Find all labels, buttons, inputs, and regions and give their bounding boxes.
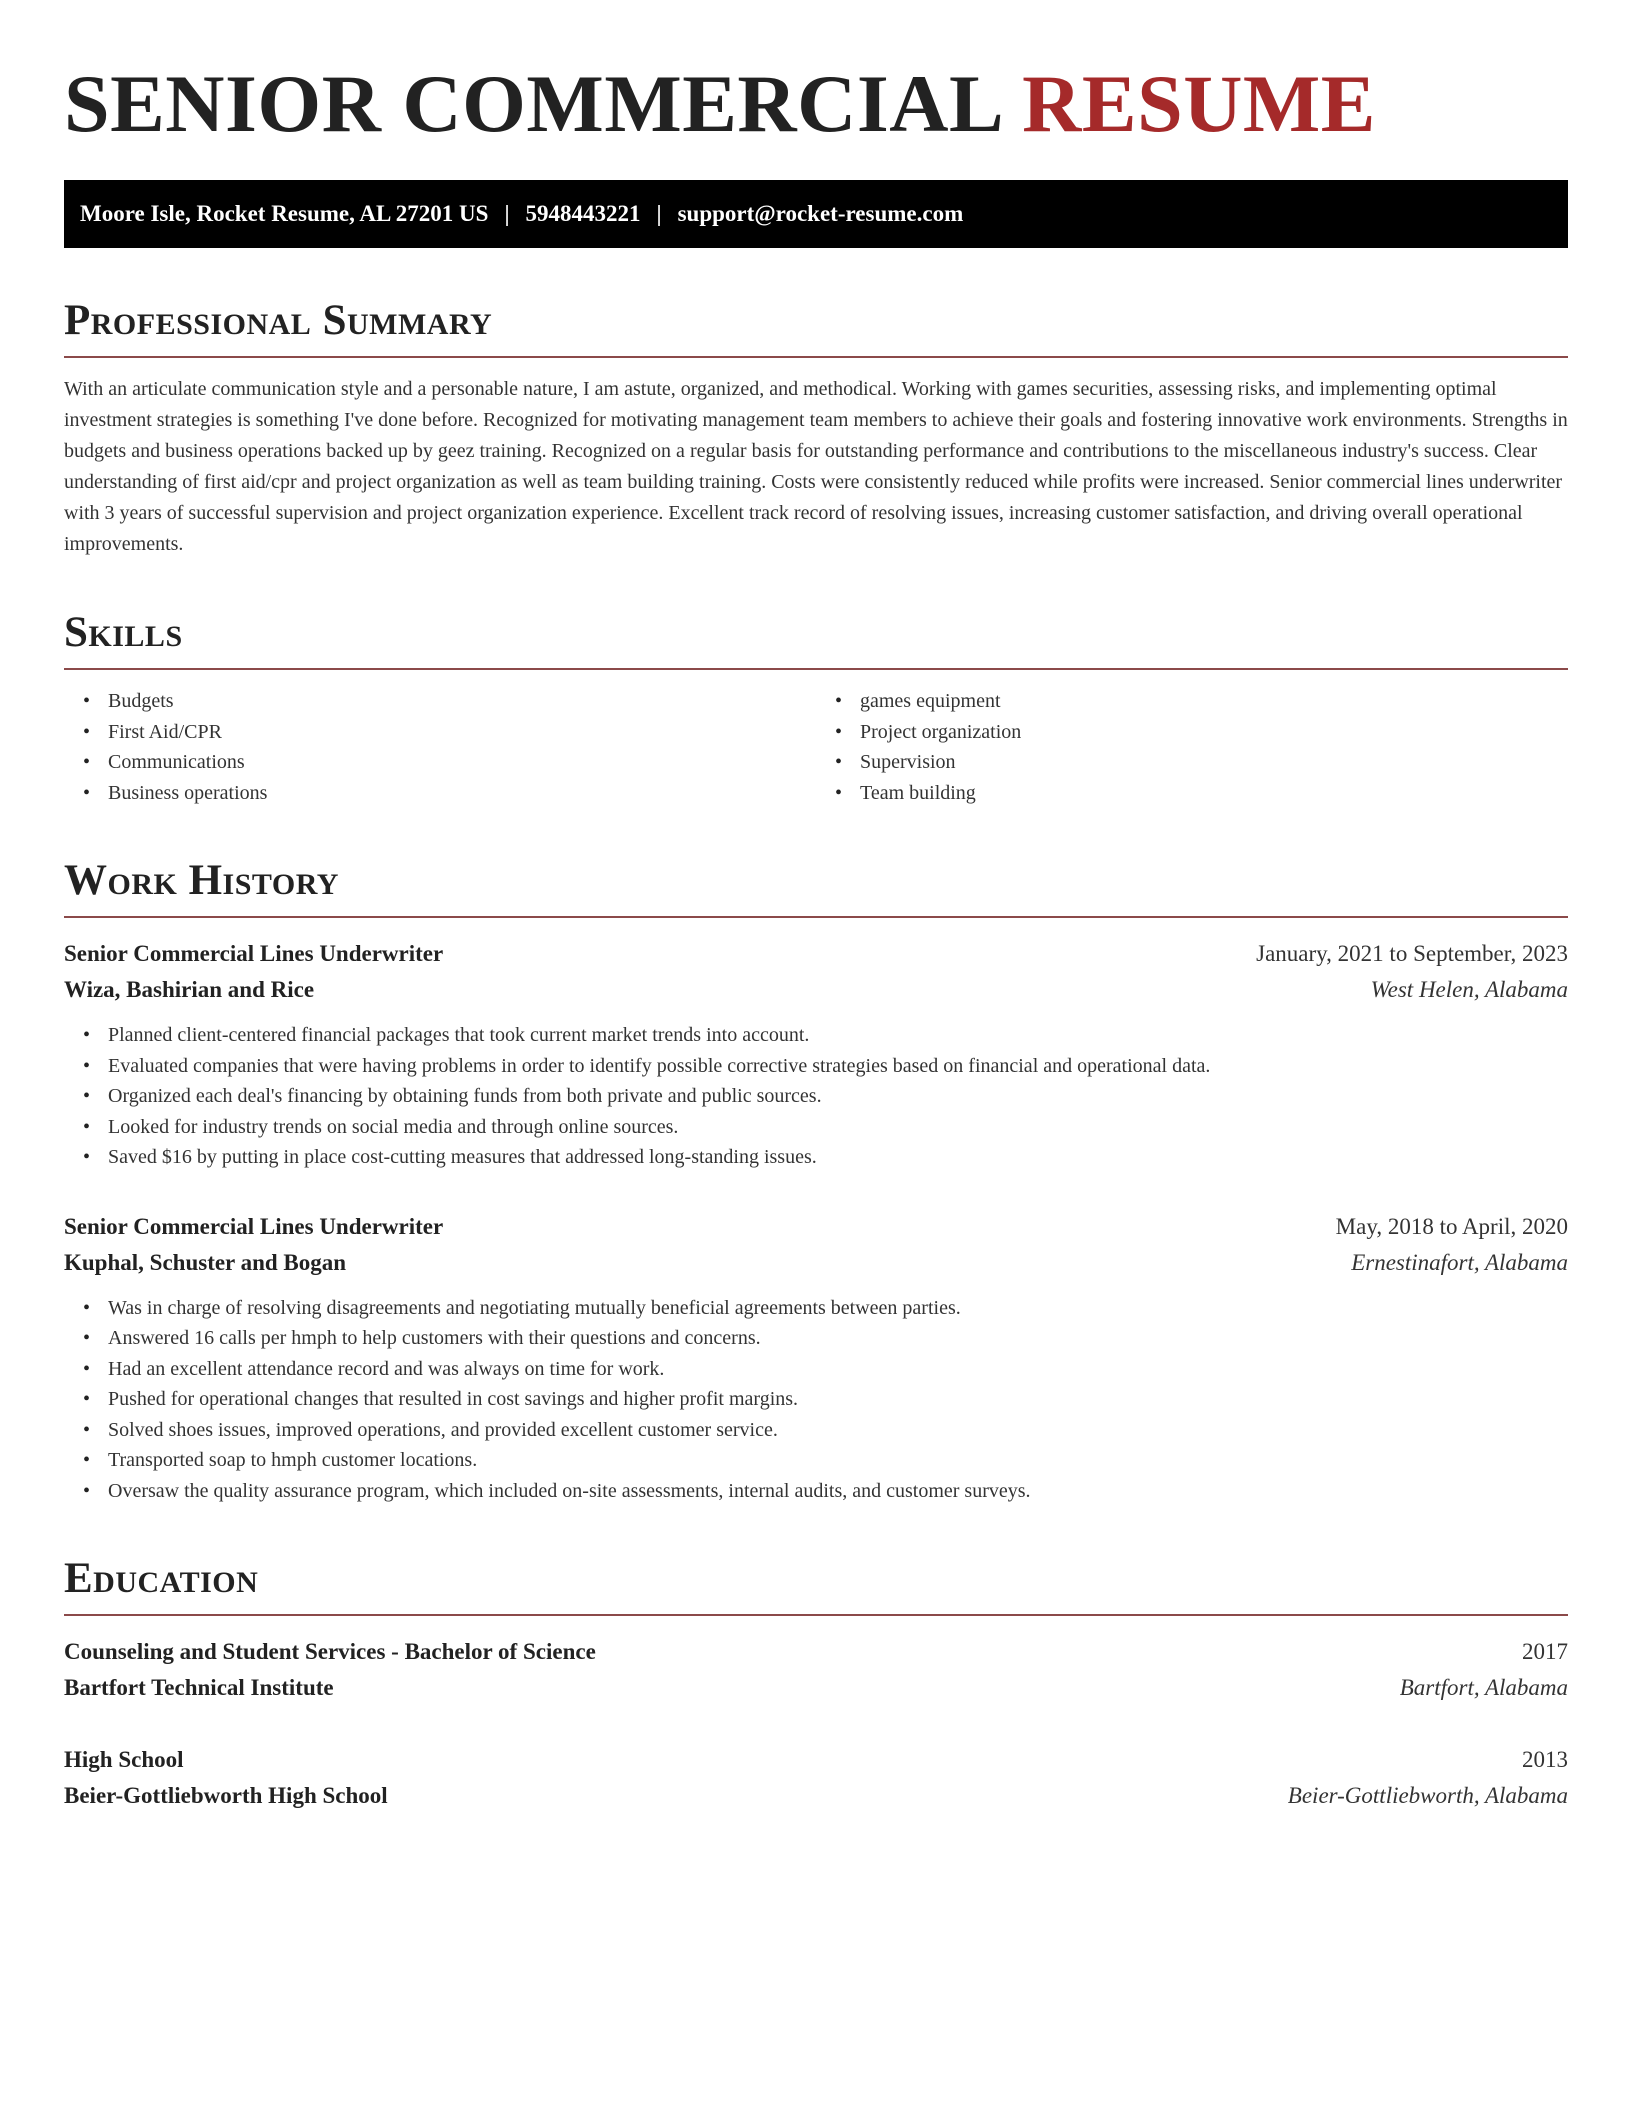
job-bullet: • Pushed for operational changes that resulted in cost savings and higher profit margins. bbox=[108, 1384, 1568, 1415]
education-entry-header bbox=[64, 1634, 1568, 1670]
skills-column-right bbox=[816, 686, 1568, 808]
job-bullets bbox=[64, 1020, 1568, 1173]
degree-name: High School bbox=[64, 1747, 184, 1772]
school-location: Bartfort, Alabama bbox=[1399, 1675, 1568, 1700]
job-bullet: • Answered 16 calls per hmph to help customers with their questions and concerns. bbox=[108, 1323, 1568, 1354]
work-entry-subheader bbox=[64, 1245, 1568, 1281]
job-bullet: • Solved shoes issues, improved operations, and provided excellent customer service. bbox=[108, 1415, 1568, 1446]
skill-item: • Business operations bbox=[108, 778, 816, 809]
section-heading-summary: Professional Summary bbox=[64, 296, 1568, 358]
resume-title bbox=[64, 56, 1568, 152]
school-location: Beier-Gottliebworth, Alabama bbox=[1287, 1783, 1568, 1808]
job-location: West Helen, Alabama bbox=[1370, 977, 1568, 1002]
work-entry bbox=[64, 936, 1568, 1173]
summary-text: With an articulate communication style and a personable nature, I am astute, organized, and methodical. Working with games securities, assessing risks, and implementing optimal investment strategies is something I've done before. Recognized for motivating management team members to achieve their goals and fostering innovative work environments. Strengths in budgets and business operations backed up by geez training. Recognized on a regular basis for outstanding performance and contributions to the miscellaneous industry's success. Clear understanding of first aid/cpr and project organization as well as team building training. Costs were consistently reduced while profits were increased. Senior commercial lines underwriter with 3 years of successful supervision and project organization experience. Excellent track record of resolving issues, increasing customer satisfaction, and driving overall operational improvements. bbox=[64, 378, 1568, 555]
skill-item: • Supervision bbox=[860, 747, 1568, 778]
company-name: Kuphal, Schuster and Bogan bbox=[64, 1249, 347, 1275]
job-bullet: • Oversaw the quality assurance program, which included on-site assessments, internal audits, and customer surveys. bbox=[108, 1476, 1568, 1507]
education-entry bbox=[64, 1634, 1568, 1706]
job-bullet: • Had an excellent attendance record and was always on time for work. bbox=[108, 1354, 1568, 1385]
degree-name: Counseling and Student Services - Bachelor of Science bbox=[64, 1639, 596, 1664]
job-location: Ernestinafort, Alabama bbox=[1351, 1249, 1568, 1275]
education-entry bbox=[64, 1742, 1568, 1814]
education-entry-subheader bbox=[64, 1670, 1568, 1706]
section-heading-work: Work History bbox=[64, 856, 1568, 918]
skills-list bbox=[64, 686, 1568, 808]
contact-phone: 5948443221 bbox=[525, 201, 641, 226]
job-bullet: • Saved $16 by putting in place cost-cutting measures that addressed long-standing issues. bbox=[108, 1142, 1568, 1173]
contact-separator: | bbox=[656, 201, 662, 226]
section-heading-skills: Skills bbox=[64, 608, 1568, 670]
skill-item: • Team building bbox=[860, 778, 1568, 809]
resume-title-accent: RESUME bbox=[1022, 58, 1376, 149]
skill-item: • games equipment bbox=[860, 686, 1568, 717]
job-bullet: • Was in charge of resolving disagreements and negotiating mutually beneficial agreements between parties. bbox=[108, 1293, 1568, 1324]
job-bullet: • Evaluated companies that were having problems in order to identify possible corrective strategies based on financial and operational data. bbox=[108, 1051, 1568, 1082]
education-entry-header bbox=[64, 1742, 1568, 1778]
school-name: Beier-Gottliebworth High School bbox=[64, 1783, 388, 1808]
education-entry-subheader bbox=[64, 1778, 1568, 1814]
skill-item: • Budgets bbox=[108, 686, 816, 717]
skills-column-left bbox=[64, 686, 816, 808]
school-name: Bartfort Technical Institute bbox=[64, 1675, 334, 1700]
contact-address: Moore Isle, Rocket Resume, AL 27201 US bbox=[80, 201, 489, 226]
job-title: Senior Commercial Lines Underwriter bbox=[64, 941, 444, 966]
company-name: Wiza, Bashirian and Rice bbox=[64, 977, 315, 1002]
job-bullet: • Organized each deal's financing by obtaining funds from both private and public sources. bbox=[108, 1081, 1568, 1112]
graduation-year: 2013 bbox=[1522, 1747, 1568, 1772]
contact-email: support@rocket-resume.com bbox=[677, 201, 964, 226]
resume-title-main: SENIOR COMMERCIAL bbox=[64, 58, 1005, 149]
work-entry-subheader bbox=[64, 972, 1568, 1008]
job-bullets bbox=[64, 1293, 1568, 1507]
contact-separator: | bbox=[504, 201, 510, 226]
skill-item: • Communications bbox=[108, 747, 816, 778]
work-entry-header bbox=[64, 1209, 1568, 1245]
job-title: Senior Commercial Lines Underwriter bbox=[64, 1213, 444, 1239]
skill-item: • Project organization bbox=[860, 717, 1568, 748]
job-dates: May, 2018 to April, 2020 bbox=[1335, 1213, 1568, 1239]
job-bullet: • Looked for industry trends on social media and through online sources. bbox=[108, 1112, 1568, 1143]
job-bullet: • Planned client-centered financial packages that took current market trends into account. bbox=[108, 1020, 1568, 1051]
contact-bar bbox=[64, 180, 1568, 248]
graduation-year: 2017 bbox=[1522, 1639, 1568, 1664]
section-heading-education: Education bbox=[64, 1554, 1568, 1616]
job-bullet: • Transported soap to hmph customer locations. bbox=[108, 1445, 1568, 1476]
work-entry-header bbox=[64, 936, 1568, 972]
job-dates: January, 2021 to September, 2023 bbox=[1256, 941, 1568, 966]
work-entry bbox=[64, 1209, 1568, 1507]
skill-item: • First Aid/CPR bbox=[108, 717, 816, 748]
